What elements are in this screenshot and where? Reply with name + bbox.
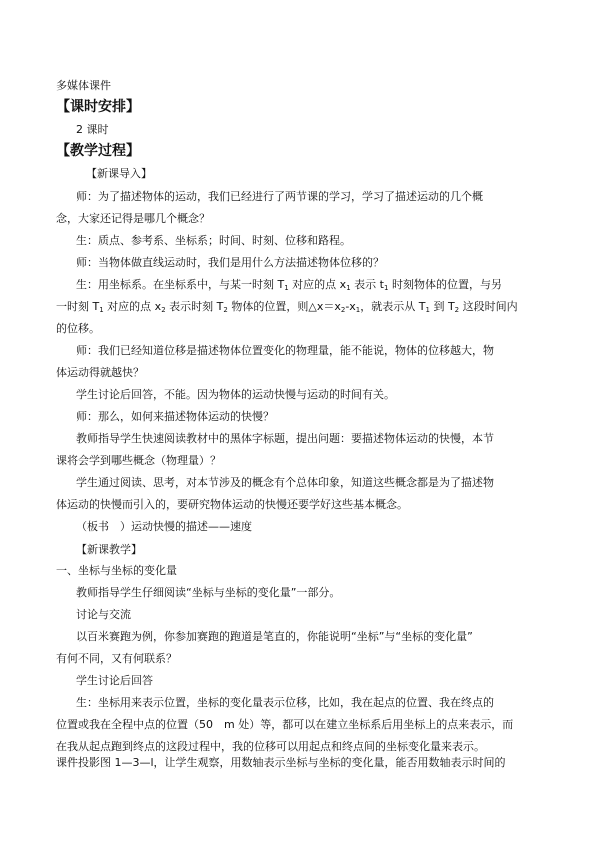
paragraph-line: 课件投影图 1—3—l，让学生观察，用数轴表示坐标与坐标的变化量，能否用数轴表示时间的 [56, 756, 506, 769]
subscript: 1 [383, 284, 389, 292]
paragraph-line: 生：坐标用来表示位置，坐标的变化量表示位移，比如，我在起点的位置、我在终点的 [76, 696, 494, 709]
paragraph-line: 师：为了描述物体的运动，我们已经进行了两节课的学习，学习了描述运动的几个概 [76, 190, 483, 203]
paragraph-line: 以百米赛跑为例，你参加赛跑的跑道是笔直的，你能说明“坐标”与“坐标的变化量” [76, 630, 473, 643]
materials-line: 多媒体课件 [56, 79, 111, 92]
subscript: 1 [99, 306, 104, 314]
text-run: 对应的点 x [103, 300, 162, 313]
subscript: 1 [425, 306, 430, 314]
subscript: 2 [454, 306, 460, 314]
subscript: 2 [340, 306, 346, 314]
subscript: 1 [346, 284, 351, 292]
paragraph-line: 师：我们已经知道位移是描述物体位置变化的物理量，能不能说，物体的位移越大，物 [76, 344, 494, 357]
paragraph-line: 学生讨论后回答 [76, 674, 153, 687]
paragraph-line: 体运动的快慢而引入的，要研究物体运动的快慢还要学好这些基本概念。 [56, 498, 408, 511]
text-run: 到 T [429, 300, 455, 313]
paragraph-line: 学生通过阅读、思考，对本节涉及的概念有个总体印象，知道这些概念都是为了描述物 [76, 476, 494, 489]
paragraph-line-with-subscripts [76, 278, 502, 292]
paragraph-line: 师：当物体做直线运动时，我们是用什么方法描述物体位移的？ [76, 256, 384, 269]
text-run: -x [345, 300, 356, 313]
subscript: 2 [223, 306, 228, 314]
paragraph-line: 有何不同，又有何联系？ [56, 652, 177, 665]
subheading-intro: 【新课导入】 [86, 167, 152, 180]
paragraph-line: 体运动得就越快？ [56, 366, 144, 379]
paragraph-line: 教师指导学生快速阅读教材中的黑体字标题，提出问题：要描述物体运动的快慢，本节 [76, 432, 494, 445]
paragraph-line: 的位移。 [56, 322, 100, 335]
subscript: 1 [284, 284, 289, 292]
text-run: ，就表示从 T [360, 300, 426, 313]
section-title: 一、坐标与坐标的变化量 [56, 564, 177, 577]
paragraph-line-with-subscripts [56, 300, 518, 314]
text-run: 对应的点 x [288, 278, 347, 291]
paragraph-line: 念，大家还记得是哪几个概念？ [56, 212, 210, 225]
class-hours: 2 课时 [76, 123, 109, 136]
paragraph-line: 课将会学到哪些概念（物理量）？ [56, 454, 221, 467]
section-heading-schedule: 【课时安排】 [56, 99, 140, 115]
text-run: 时刻物体的位置，与另 [388, 278, 502, 291]
text-run: 一时刻 T [56, 300, 100, 313]
paragraph-line: 学生讨论后回答，不能。因为物体的运动快慢与运动的时间有关。 [76, 388, 395, 401]
text-run: 生：用坐标系。在坐标系中，与某一时刻 T [76, 278, 285, 291]
blackboard-note: （板书 ）运动快慢的描述——速度 [76, 520, 252, 533]
paragraph-line: 师：那么，如何来描述物体运动的快慢？ [76, 410, 274, 423]
subscript: 2 [161, 306, 166, 314]
section-heading-process: 【教学过程】 [56, 143, 140, 159]
text-run: 这段时间内 [459, 300, 518, 313]
text-run: 表示时刻 T [165, 300, 224, 313]
text-run: 物体的位置，则△x＝x [227, 300, 341, 313]
paragraph-line: 教师指导学生仔细阅读“坐标与坐标的变化量”一部分。 [76, 586, 341, 599]
paragraph-line: 位置或我在全程中点的位置（50 m 处）等，都可以在建立坐标系后用坐标上的点来表示，而 [56, 718, 514, 731]
text-run: 表示 t [350, 278, 384, 291]
paragraph-line: 生：质点、参考系、坐标系；时间、时刻、位移和路程。 [76, 234, 351, 247]
paragraph-line: 讨论与交流 [76, 608, 131, 621]
paragraph-line: 在我从起点跑到终点的这段过程中，我的位移可以用起点和终点间的坐标变化量来表示。 [56, 740, 485, 753]
subscript: 1 [355, 306, 361, 314]
subheading-new-lesson: 【新课教学】 [76, 543, 142, 556]
